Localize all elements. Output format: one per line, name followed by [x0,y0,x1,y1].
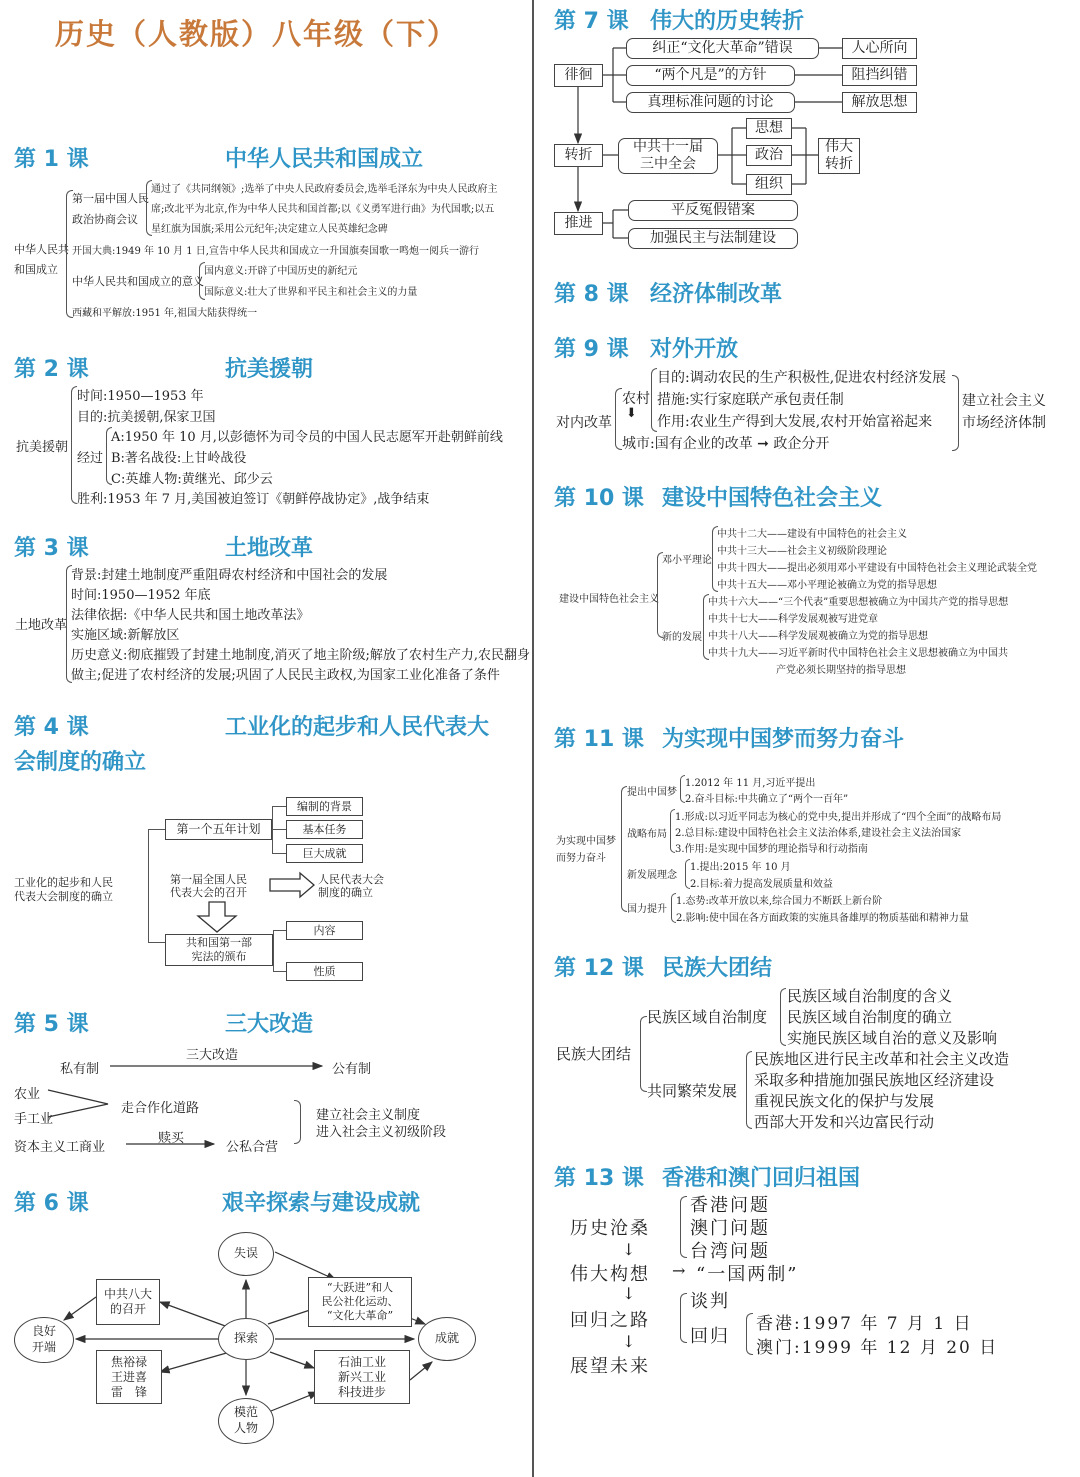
lesson-2-process: 经过 [77,451,104,466]
lesson-1-cppcc-line-1: 通过了《共同纲领》;选举了中央人民政府委员会,选举毛泽东为中央人民政府主 [151,184,498,195]
strength-line-1: 1.态势:改革开放以来,综合国力不断跃上新台阶 [676,896,883,907]
concept-line-1: 1.提出:2015 年 10 月 [690,862,791,873]
heroes-box: 焦裕禄 王进喜 雷 锋 [96,1350,162,1404]
return: 回归 [690,1326,730,1347]
plan-achievements-box: 巨大成就 [286,844,363,863]
lesson-1-cppcc-line-3: 星红旗为国旗;采用公元纪年;决定建立人民英雄纪念碑 [151,224,388,235]
lesson-2-process-c: C:英雄人物:黄继光、邱少云 [111,472,273,487]
one-country-two-systems: “一国两制” [696,1264,799,1285]
turning-box: 转折 [554,144,603,167]
constitution-content-box: 内容 [286,921,363,940]
lesson-1-root: 中华人民共 和国成立 [14,243,69,276]
democracy-law-box: 加强民主与法制建设 [628,228,798,249]
lesson-2-title: 抗美援朝 [225,357,314,382]
lesson-1-sig-domestic: 国内意义:开辟了中国历史的新纪元 [204,266,358,277]
historical-vicissitudes: 历史沧桑 [570,1218,650,1239]
national-strength: 国力提升 [627,904,667,915]
road-to-return: 回归之路 [570,1310,650,1331]
plan-tasks-box: 基本任务 [286,820,363,839]
taiwan-issue: 台湾问题 [690,1241,770,1262]
lesson-2-root: 抗美援朝 [16,440,69,455]
lesson-2-number: 第 2 课 [14,357,89,382]
down-arrow-icon: ↓ [622,1284,636,1303]
redress-box: 平反冤假错案 [628,200,798,221]
lesson-1-cppcc: 第一届中国人民 政治协商会议 [72,192,149,226]
lesson-13-title: 香港和澳门回归祖国 [662,1166,861,1191]
lesson-9-title: 对外开放 [650,337,739,362]
lesson-2-process-a: A:1950 年 10 月,以彭德怀为司令员的中国人民志愿军开赴朝鲜前线 [111,430,503,445]
achievements-node: 成就 [418,1317,476,1361]
lesson-10-number: 第 10 课 [554,486,644,511]
new-development-concept: 新发展理念 [627,870,677,881]
lesson-5-number: 第 5 课 [14,1012,89,1037]
industry-box: 石油工业 新兴工业 科技进步 [314,1350,410,1404]
lesson-3-time: 时间:1950—1952 年底 [71,588,211,603]
rural-label: 农村 [622,391,650,407]
lesson-2-process-b: B:著名战役:上甘岭战役 [111,451,247,466]
rural-effect: 作用:农业生产得到大发展,农村开始富裕起来 [657,414,933,430]
congress-13: 中共十三大——社会主义初级阶段理论 [717,546,887,557]
three-transformations-label: 三大改造 [186,1048,239,1063]
lesson-7-title: 伟大的历史转折 [650,9,805,34]
hk-return-date: 香港:1997 年 7 月 1 日 [756,1314,973,1334]
lesson-1-ceremony: 开国大典:1949 年 10 月 1 日,宣告中华人民共和国成立一升国旗奏国歌一鸣炮一阅兵一游行 [72,246,479,257]
dream-line-1: 1.2012 年 11 月,习近平提出 [685,778,816,789]
organization-box: 组织 [746,174,792,195]
down-arrow-icon: ↓ [622,1240,636,1259]
constitution-box: 共和国第一部 宪法的颁布 [165,934,273,966]
congress-15: 中共十五大——邓小平理论被确立为党的指导思想 [717,580,937,591]
lesson-3-significance-2: 做主;促进了农村经济的发展;巩固了人民民主政权,为国家工业化准备了条件 [71,668,500,683]
lesson-3-area: 实施区域:新解放区 [71,628,180,643]
lesson-2-victory: 胜利:1953 年 7 月,美国被迫签订《朝鲜停战协定》,战争结束 [77,492,430,507]
eighth-congress-box: 中共八大 的召开 [96,1279,160,1325]
lesson-9-right-brace [952,375,959,451]
result-primary-stage: 进入社会主义初级阶段 [316,1125,447,1140]
emancipate-mind-box: 解放思想 [842,92,917,113]
city-label: 城市 [622,436,650,452]
regional-autonomy: 民族区域自治制度 [647,1008,768,1026]
strategic-layout: 战略布局 [627,829,667,840]
lesson-13-number: 第 13 课 [554,1166,644,1191]
lesson-9-brace [615,388,622,450]
lesson-11-brace [621,786,627,912]
layout-line-1: 1.形成:以习近平同志为核心的党中央,提出并形成了“四个全面”的战略布局 [675,812,1002,823]
exploration-node: 探索 [218,1318,274,1360]
lesson-3-root: 土地改革 [15,618,68,633]
lesson-7-number: 第 7 课 [554,9,629,34]
rural-purpose: 目的:调动农民的生产积极性,促进农村经济发展 [657,370,947,386]
lesson-3-law: 法律依据:《中华人民共和国土地改革法》 [71,608,310,623]
negotiation: 谈判 [690,1291,730,1312]
lesson-11-root: 为实现中国梦 而努力奋斗 [556,836,616,864]
advance-box: 推进 [554,212,603,235]
truth-criterion-box: 真理标准问题的讨论 [626,92,795,113]
result-socialist-system: 建立社会主义制度 [316,1108,421,1123]
prosperity-3: 重视民族文化的保护与发展 [754,1092,935,1110]
lesson-2-time: 时间:1950—1953 年 [77,389,204,404]
role-models-node: 模范 人物 [218,1398,274,1444]
capitalist-industry: 资本主义工商业 [14,1140,106,1155]
dream-line-2: 2.奋斗目标:中共确立了“两个一百年” [685,794,849,805]
congress-18: 中共十八大——科学发展观被确立为党的指导思想 [708,631,928,642]
lesson-3-background: 背景:封建土地制度严重阻碍农村经济和中国社会的发展 [71,568,388,583]
lesson-8-title: 经济体制改革 [650,282,783,307]
grand-vision: 伟大构想 [570,1264,650,1285]
handicraft: 手工业 [14,1112,54,1127]
page-title: 历史（人教版）八年级（下） [55,17,459,51]
new-development: 新的发展 [662,632,702,643]
third-plenum-box: 中共十一届 三中全会 [618,138,718,174]
lesson-6-title: 艰辛探索与建设成就 [222,1191,421,1216]
rural-measure: 措施:实行家庭联产承包责任制 [657,392,844,408]
lesson-12-number: 第 12 课 [554,956,644,981]
agriculture: 农业 [14,1087,41,1102]
china-dream-proposed: 提出中国梦 [627,787,677,798]
market-economy: 建立社会主义 市场经济体制 [962,393,1046,431]
plan-background-box: 编制的背景 [286,797,363,816]
congress-17: 中共十七大——科学发展观被写进党章 [708,614,878,625]
macau-return-date: 澳门:1999 年 12 月 20 日 [756,1338,999,1358]
lesson-6-number: 第 6 课 [14,1191,89,1216]
lesson-1-number: 第 1 课 [14,147,89,172]
look-to-future: 展望未来 [570,1356,650,1377]
lesson-12-title: 民族大团结 [662,956,773,981]
good-start-node: 良好 开端 [14,1317,74,1363]
two-whatevers-box: “两个凡是”的方针 [626,65,795,86]
politics-box: 政治 [746,145,792,166]
lesson-2-purpose: 目的:抗美援朝,保家卫国 [77,410,216,425]
lesson-1-sig-international: 国际意义:壮大了世界和平民主和社会主义的力量 [204,287,418,298]
lesson-12-root: 民族大团结 [556,1045,632,1063]
lesson-10-root: 建设中国特色社会主义 [559,594,659,605]
autonomy-establish: 民族区域自治制度的确立 [787,1008,953,1026]
constitution-nature-box: 性质 [286,962,363,981]
lesson-1-title: 中华人民共和国成立 [225,147,424,172]
down-arrow-icon: ⬇ [626,406,637,421]
npc-system-text: 人民代表大会 制度的确立 [318,873,384,899]
lesson-9-root: 对内改革 [556,415,612,431]
wander-box: 徘徊 [554,64,603,87]
redemption-label: 赎买 [158,1131,185,1146]
great-leap-box: “大跃进”和人 民公社化运动、 “文化大革命” [308,1277,412,1327]
congress-12: 中共十二大——建设有中国特色的社会主义 [717,529,907,540]
hk-issue: 香港问题 [690,1195,770,1216]
prosperity-1: 民族地区进行民主改革和社会主义改造 [754,1050,1010,1068]
ideology-box: 思想 [746,118,792,139]
lesson-11-number: 第 11 课 [554,727,644,752]
congress-14: 中共十四大——提出必须用邓小平建设有中国特色社会主义理论武装全党 [717,563,1037,574]
correct-cr-box: 纠正“文化大革命”错误 [626,38,819,59]
congress-19: 中共十九大——习近平新时代中国特色社会主义思想被确立为中国共 [708,648,1008,659]
common-prosperity: 共同繁荣发展 [647,1082,738,1100]
lesson-4-number: 第 4 课 [14,715,89,740]
lesson-4-root: 工业化的起步和人民 代表大会制度的确立 [14,876,113,903]
congress-16: 中共十六大——“三个代表”重要思想被确立为中国共产党的指导思想 [708,597,1009,608]
macau-issue: 澳门问题 [690,1218,770,1239]
down-arrow-icon: ↓ [622,1332,636,1351]
public-ownership: 公有制 [332,1062,372,1077]
joint-ownership: 公私合营 [226,1140,279,1155]
autonomy-significance: 实施民族区域自治的意义及影响 [787,1029,998,1047]
lesson-4-title-line-2: 会制度的确立 [14,750,147,775]
lesson-3-number: 第 3 课 [14,536,89,561]
lesson-3-significance-1: 历史意义:彻底摧毁了封建土地制度,消灭了地主阶级;解放了农村生产力,农民翻身 [71,648,531,663]
lesson-4-title-line-1: 工业化的起步和人民代表大 [225,715,490,740]
lesson-11-title: 为实现中国梦而努力奋斗 [662,727,905,752]
layout-line-2: 2.总目标:建设中国特色社会主义法治体系,建设社会主义法治国家 [675,828,962,839]
cooperative-path: 走合作化道路 [121,1101,200,1116]
five-year-plan-box: 第一个五年计划 [165,819,272,840]
concept-line-2: 2.目标:着力提高发展质量和效益 [690,879,833,890]
lesson-12-brace [640,1016,647,1092]
popular-will-box: 人心所向 [842,38,917,59]
great-turn-box: 伟大 转折 [818,138,860,174]
private-ownership: 私有制 [60,1062,100,1077]
mistakes-node: 失误 [218,1232,274,1276]
lesson-5-title: 三大改造 [225,1012,314,1037]
congress-19-cont: 产党必须长期坚持的指导思想 [776,665,906,676]
lesson-10-title: 建设中国特色社会主义 [662,486,883,511]
city-reform: :国有企业的改革 ➞ 政企分开 [650,436,830,452]
layout-line-3: 3.作用:是实现中国梦的理论指导和行动指南 [675,844,868,855]
deng-theory: 邓小平理论 [662,555,712,566]
block-correction-box: 阻挡纠错 [842,65,917,86]
lesson-9-number: 第 9 课 [554,337,629,362]
first-npc-text: 第一届全国人民 代表大会的召开 [170,873,247,899]
lesson-1-significance: 中华人民共和国成立的意义 [72,275,204,288]
lesson-1-cppcc-line-2: 席;改北平为北京,作为中华人民共和国首都;以《义勇军进行曲》为代国歌;以五 [151,204,495,215]
lesson-3-title: 土地改革 [225,536,314,561]
autonomy-meaning: 民族区域自治制度的含义 [787,987,953,1005]
lesson-8-number: 第 8 课 [554,282,629,307]
prosperity-2: 采取多种措施加强民族地区经济建设 [754,1071,995,1089]
strength-line-2: 2.影响:使中国在各方面政策的实施具备雄厚的物质基础和精神力量 [676,913,969,924]
lesson-1-tibet: 西藏和平解放:1951 年,祖国大陆获得统一 [72,308,258,319]
prosperity-4: 西部大开发和兴边富民行动 [754,1113,935,1131]
right-arrow-icon: → [672,1261,686,1280]
